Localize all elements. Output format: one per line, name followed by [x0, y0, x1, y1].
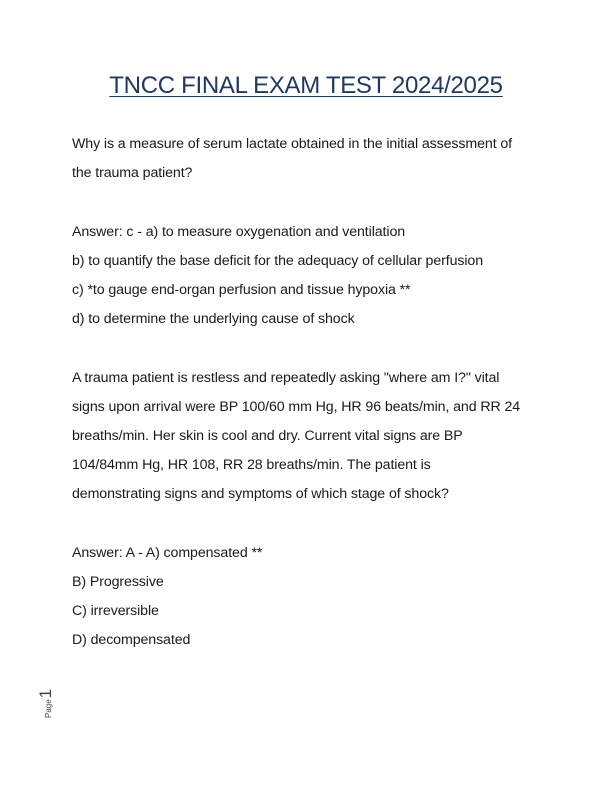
- question-text-line: demonstrating signs and symptoms of which stage of shock?: [72, 486, 449, 503]
- page-label: Page: [44, 699, 53, 718]
- question-2: [72, 364, 542, 656]
- question-text-line: the trauma patient?: [72, 165, 193, 182]
- paragraph-gap: [72, 334, 542, 363]
- option-line: b) to quantify the base deficit for the adequacy of cellular perfusion: [72, 252, 483, 269]
- option-line: B) Progressive: [72, 574, 164, 590]
- page-number-rotated: [36, 689, 56, 718]
- document-title: TNCC FINAL EXAM TEST 2024/2025: [109, 72, 503, 99]
- paragraph-gap: [72, 188, 542, 217]
- answer-line: Answer: A - A) compensated **: [72, 544, 263, 561]
- page-number-value: 1: [36, 688, 55, 699]
- option-line: d) to determine the underlying cause of shock: [72, 311, 355, 328]
- option-line: c) *to gauge end-organ perfusion and tissue hypoxia **: [72, 282, 411, 298]
- document-body: [72, 130, 542, 656]
- option-line: D) decompensated: [72, 632, 191, 649]
- question-text-line: 104/84mm Hg, HR 108, RR 28 breaths/min. The patient is: [72, 457, 431, 474]
- question-text-line: signs upon arrival were BP 100/60 mm Hg, HR 96 beats/min, and RR 24: [72, 398, 521, 415]
- question-1: [72, 130, 542, 334]
- option-line: C) irreversible: [72, 603, 159, 620]
- question-text-line: A trauma patient is restless and repeatedly asking "where am I?" vital: [72, 369, 500, 386]
- question-text-line: Why is a measure of serum lactate obtained in the initial assessment of: [72, 136, 513, 152]
- paragraph-gap: [72, 510, 542, 539]
- question-text-line: breaths/min. Her skin is cool and dry. Current vital signs are BP: [72, 428, 463, 444]
- answer-line: Answer: c - a) to measure oxygenation and ventilation: [72, 223, 406, 240]
- page-number: [20, 672, 80, 722]
